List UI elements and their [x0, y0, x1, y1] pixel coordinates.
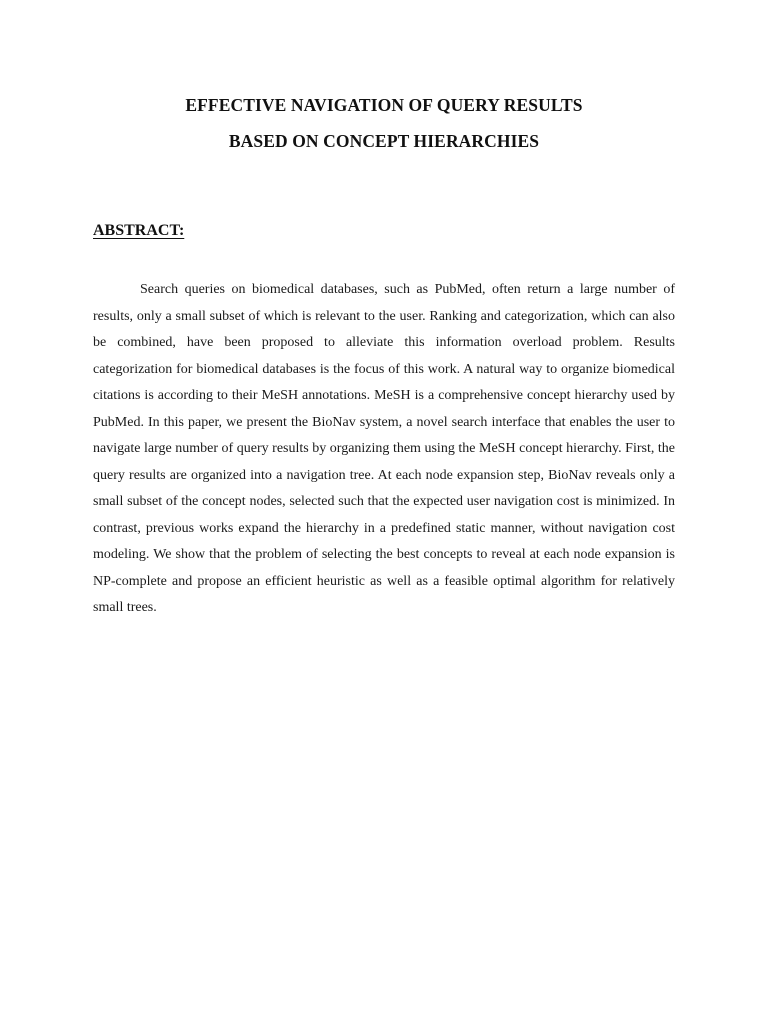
document-title-line-1: EFFECTIVE NAVIGATION OF QUERY RESULTS: [185, 95, 583, 115]
document-title-line-2: BASED ON CONCEPT HIERARCHIES: [228, 131, 540, 151]
abstract-paragraph: Search queries on biomedical databases, such as PubMed, often return a large number of results, only a small subset of which is relevant to the user. Ranking and categorization, which can also be combined, have been proposed to alleviate this information overload problem. Results categorization for biomedical databases is the focus of this work. A natural way to organize biomedical citations is according to their MeSH annotations. MeSH is a comprehensive concept hierarchy used by PubMed. In this paper, we present the BioNav system, a novel search interface that enables the user to navigate large number of query results by organizing them using the MeSH concept hierarchy. First, the query results are organized into a navigation tree. At each node expansion step, BioNav reveals only a small subset of the concept nodes, selected such that the expected user navigation cost is minimized. In contrast, previous works expand the hierarchy in a predefined static manner, without navigation cost modeling. We show that the problem of selecting the best concepts to reveal at each node expansion is NP-complete and propose an efficient heuristic as well as a feasible optimal algorithm for relatively small trees.: [93, 282, 675, 615]
abstract-heading: ABSTRACT:: [93, 222, 185, 239]
